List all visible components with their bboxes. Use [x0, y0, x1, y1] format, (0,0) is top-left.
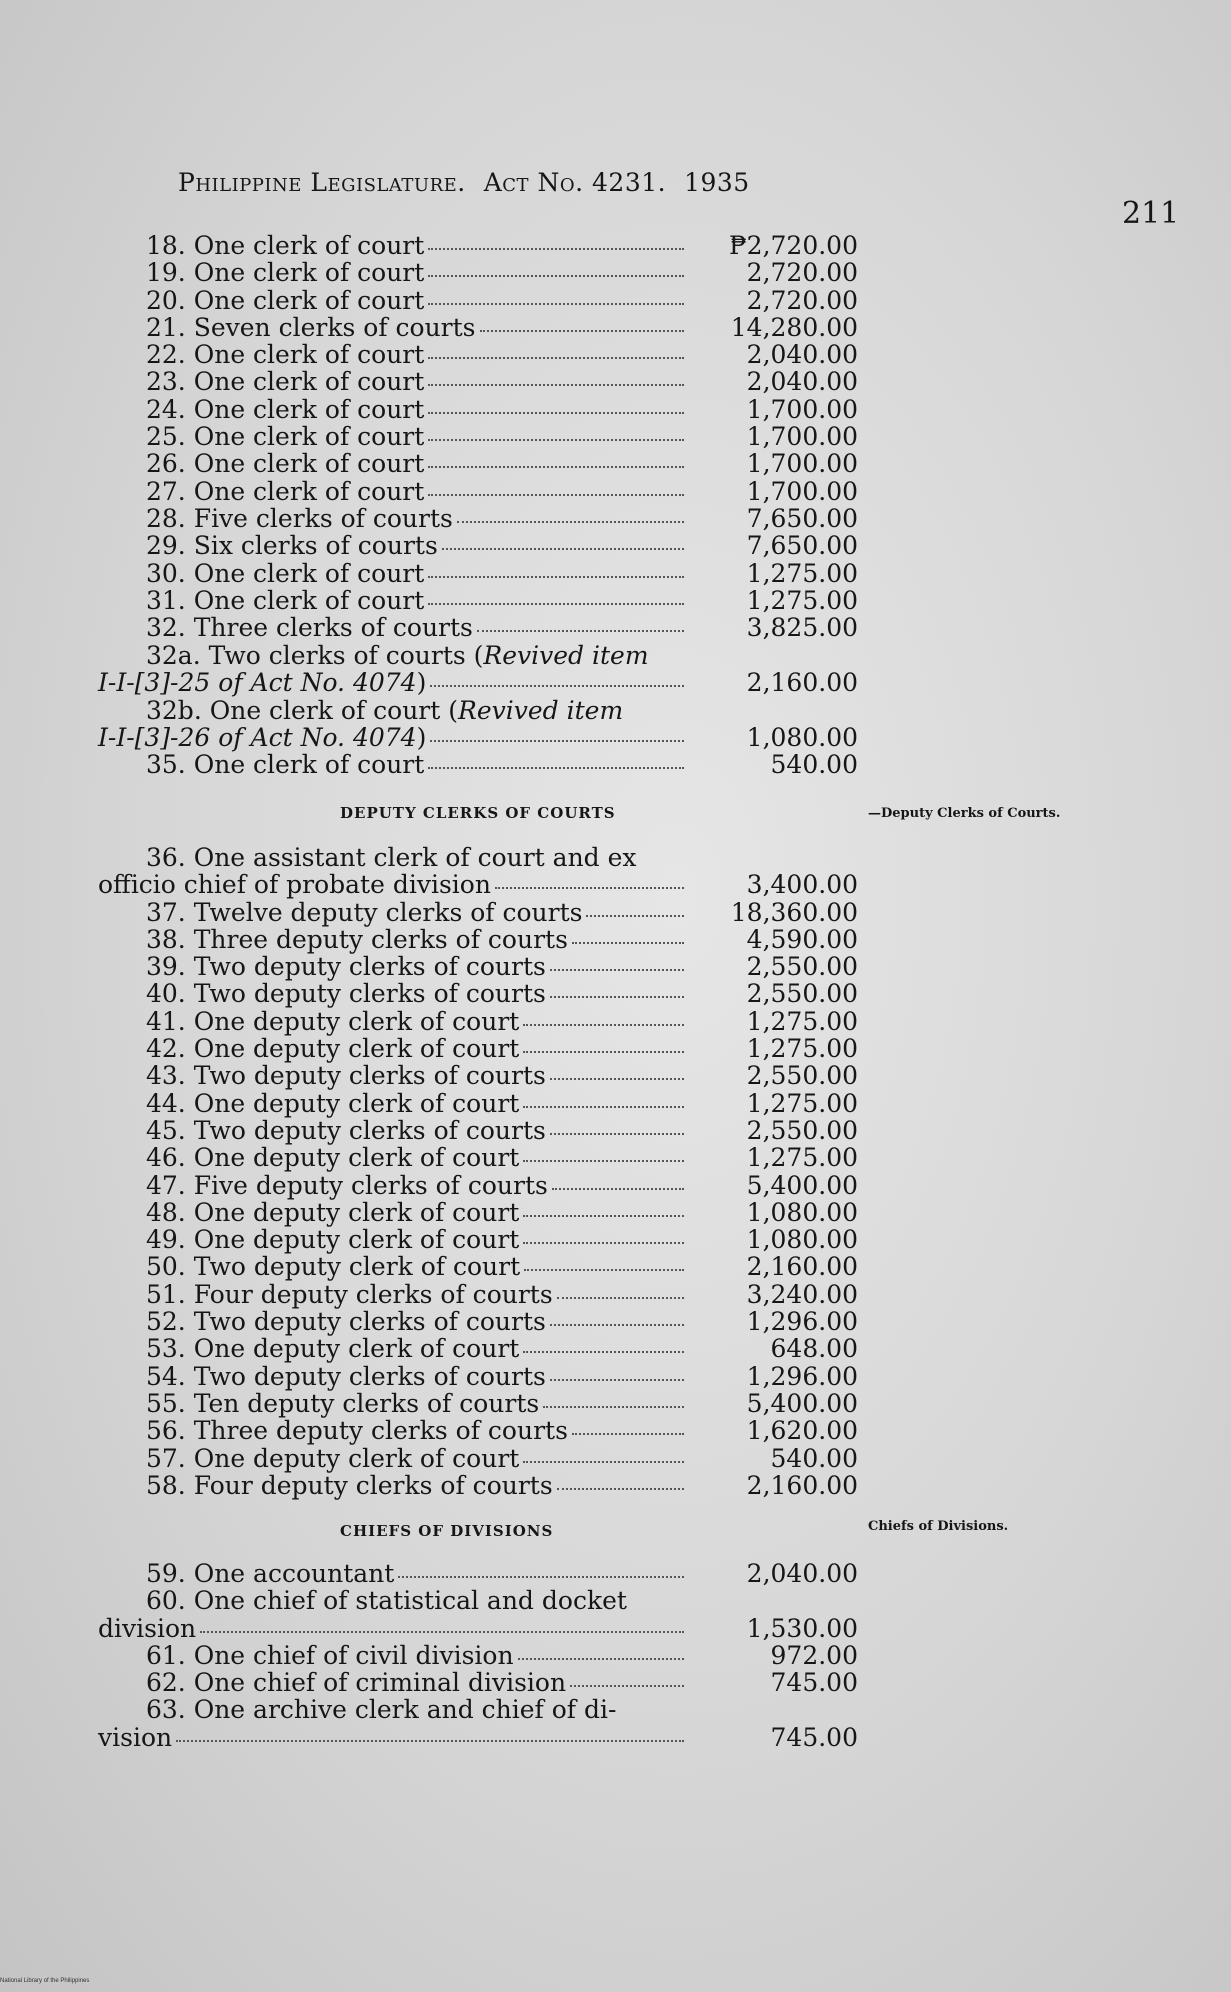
amount: 648.00: [770, 1334, 858, 1364]
deputy-item: [98, 1144, 858, 1171]
item-number: 52.: [146, 1307, 186, 1337]
chief-item-60-line2: division 1,530.00: [98, 1613, 858, 1643]
amount: 540.00: [770, 750, 858, 780]
amount: 540.00: [770, 1443, 858, 1473]
deputy-item: [98, 1199, 858, 1226]
deputy-item: [98, 1253, 858, 1280]
revived-item-32b-line1: 32b. One clerk of court (Revived item: [146, 695, 624, 725]
amount: 2,550.00: [746, 1115, 858, 1145]
deputy-list: [98, 844, 858, 1499]
item-description: Three deputy clerks of courts: [193, 1416, 568, 1446]
dot-leader: [543, 1406, 684, 1408]
clerk-item: [98, 396, 858, 423]
clerk-item: [98, 423, 858, 450]
item-number: 28.: [146, 503, 186, 533]
item-description: One deputy clerk of court: [193, 1006, 520, 1036]
dot-leader: [428, 767, 684, 769]
item-description: Six clerks of courts: [193, 531, 438, 561]
deputy-item: [98, 1390, 858, 1417]
chiefs-margin-note: Chiefs of Divisions.: [868, 1519, 1009, 1534]
amount: 1,530.00: [746, 1613, 858, 1643]
item-description: One clerk of court: [193, 476, 425, 506]
item-number: 46.: [146, 1143, 186, 1173]
deputy-item: [98, 1226, 858, 1253]
item-number: 44.: [146, 1088, 186, 1118]
dot-leader: [480, 330, 684, 332]
deputy-item: [98, 1281, 858, 1308]
chief-item-62: 62. One chief of criminal division 745.00: [146, 1668, 858, 1698]
item-number: 58.: [146, 1470, 186, 1500]
amount: 1,700.00: [746, 449, 858, 479]
item-description: Three deputy clerks of courts: [193, 924, 568, 954]
dot-leader: [428, 466, 684, 468]
item-description: Two deputy clerks of courts: [193, 1115, 546, 1145]
amount: 972.00: [770, 1640, 858, 1670]
item-number: 42.: [146, 1034, 186, 1064]
amount: 14,280.00: [730, 312, 858, 342]
deputy-item: [98, 953, 858, 980]
amount: 2,040.00: [746, 340, 858, 370]
dot-leader: [572, 1433, 684, 1435]
item-description: One deputy clerk of court: [193, 1443, 520, 1473]
item-number: 19.: [146, 258, 186, 288]
item-number: 56.: [146, 1416, 186, 1446]
dot-leader: [570, 1685, 684, 1687]
amount: 3,400.00: [746, 870, 858, 900]
item-number: 55.: [146, 1388, 186, 1418]
item-number: 32.: [146, 613, 186, 643]
item-number: 39.: [146, 952, 186, 982]
dot-leader: [550, 1379, 684, 1381]
dot-leader: [550, 1133, 684, 1135]
item-description: Two deputy clerks of courts: [193, 1361, 546, 1391]
deputy-item: [98, 1363, 858, 1390]
dot-leader: [442, 548, 684, 550]
amount: 2,040.00: [746, 367, 858, 397]
dot-leader: [523, 1351, 684, 1353]
item-description: Four deputy clerks of courts: [193, 1470, 553, 1500]
item-number: 29.: [146, 531, 186, 561]
dot-leader: [430, 740, 684, 742]
item-description: One deputy clerk of court: [193, 1225, 520, 1255]
dot-leader: [428, 275, 684, 277]
amount: 2,160.00: [746, 1252, 858, 1282]
clerk-item: [98, 287, 858, 314]
item-description: One clerk of court: [193, 367, 425, 397]
amount: 2,550.00: [746, 979, 858, 1009]
dot-leader: [430, 685, 684, 687]
item-number: 43.: [146, 1061, 186, 1091]
dot-leader: [523, 1160, 684, 1162]
amount: ₱2,720.00: [729, 231, 858, 260]
page-number: 211: [1122, 196, 1180, 231]
item-number: 26.: [146, 449, 186, 479]
item-description: One clerk of court: [193, 231, 425, 260]
amount: 1,275.00: [746, 558, 858, 588]
chief-item-61: 61. One chief of civil division 972.00: [146, 1640, 858, 1670]
amount: 1,275.00: [746, 1006, 858, 1036]
dot-leader: [428, 412, 684, 414]
clerk-item: [98, 314, 858, 341]
amount: 1,296.00: [746, 1361, 858, 1391]
item-description: One deputy clerk of court: [193, 1088, 520, 1118]
dot-leader: [200, 1631, 684, 1633]
dot-leader: [428, 439, 684, 441]
amount: 1,275.00: [746, 1034, 858, 1064]
dot-leader: [428, 576, 684, 578]
clerk-item: [98, 259, 858, 286]
item-description: Two deputy clerks of courts: [193, 1307, 546, 1337]
dot-leader: [428, 494, 684, 496]
dot-leader: [524, 1269, 684, 1271]
deputy-item: [98, 926, 858, 953]
clerks-list: [98, 232, 858, 641]
dot-leader: [428, 384, 684, 386]
amount: 1,275.00: [746, 1143, 858, 1173]
amount: 2,160.00: [746, 668, 858, 698]
item-description: One clerk of court: [193, 422, 425, 452]
dot-leader: [550, 1324, 684, 1326]
item-description: One clerk of court: [193, 558, 425, 588]
clerk-item: [98, 560, 858, 587]
dot-leader: [586, 915, 684, 917]
revived-item-32a-line2: I-I-[3]-25 of Act No. 4074) 2,160.00: [98, 668, 858, 698]
dot-leader: [523, 1024, 684, 1026]
item-number: 27.: [146, 476, 186, 506]
amount: 2,550.00: [746, 1061, 858, 1091]
clerk-item: [98, 505, 858, 532]
amount: 2,720.00: [746, 258, 858, 288]
item-number: 40.: [146, 979, 186, 1009]
item-description: Three clerks of courts: [193, 613, 473, 643]
amount: 1,080.00: [746, 722, 858, 752]
item-number: 45.: [146, 1115, 186, 1145]
deputy-item: [98, 1117, 858, 1144]
revived-item-32a-line1: 32a. Two clerks of courts (Revived item: [146, 641, 649, 670]
dot-leader: [523, 1106, 684, 1108]
dot-leader: [523, 1461, 684, 1463]
item-description: One clerk of court: [193, 340, 425, 370]
clerk-item: [98, 587, 858, 614]
dot-leader: [557, 1297, 684, 1299]
item-number: 18.: [146, 231, 186, 260]
item-description: Seven clerks of courts: [193, 312, 476, 342]
item-description: Two deputy clerks of courts: [193, 979, 546, 1009]
item-number: 49.: [146, 1225, 186, 1255]
item-number: 30.: [146, 558, 186, 588]
revived-item-32b-line2: I-I-[3]-26 of Act No. 4074) 1,080.00: [98, 722, 858, 752]
item-number: 53.: [146, 1334, 186, 1364]
dot-leader: [457, 521, 684, 523]
dot-leader: [523, 1215, 684, 1217]
amount: 2,720.00: [746, 285, 858, 315]
item-number: 22.: [146, 340, 186, 370]
item-description: One clerk of court: [193, 449, 425, 479]
clerk-item: [98, 614, 858, 641]
amount: 745.00: [770, 1668, 858, 1698]
clerk-item: [98, 341, 858, 368]
chief-item-60-line1: 60. One chief of statistical and docket: [146, 1586, 627, 1616]
amount: 1,620.00: [746, 1416, 858, 1446]
amount: 3,240.00: [746, 1279, 858, 1309]
item-number: 57.: [146, 1443, 186, 1473]
item-description: Five deputy clerks of courts: [193, 1170, 548, 1200]
legislature-title: Philippine Legislature.: [178, 168, 466, 197]
item-description: One deputy clerk of court: [193, 1197, 520, 1227]
chief-item-59: 59. One accountant 2,040.00: [146, 1559, 858, 1588]
item-description: One clerk of court: [193, 394, 425, 424]
deputy-section-heading: DEPUTY CLERKS OF COURTS: [340, 804, 616, 822]
dot-leader: [523, 1242, 684, 1244]
item-number: 21.: [146, 312, 186, 342]
clerk-item: [98, 232, 858, 259]
item-description: Ten deputy clerks of courts: [193, 1388, 540, 1418]
amount: 7,650.00: [746, 531, 858, 561]
item-number: 51.: [146, 1279, 186, 1309]
dot-leader: [550, 996, 684, 998]
item-description: Two deputy clerks of courts: [193, 952, 546, 982]
item-number: 48.: [146, 1197, 186, 1227]
revived-items: [98, 642, 858, 778]
chief-item-63-line1: 63. One archive clerk and chief of di-: [146, 1695, 617, 1725]
running-header: [178, 168, 818, 197]
dot-leader: [428, 357, 684, 359]
amount: 4,590.00: [746, 924, 858, 954]
item-description: Two deputy clerks of courts: [193, 1061, 546, 1091]
item-number: 20.: [146, 285, 186, 315]
item-description: Four deputy clerks of courts: [193, 1279, 553, 1309]
dot-leader: [523, 1051, 684, 1053]
amount: 1,080.00: [746, 1197, 858, 1227]
deputy-item: [98, 1172, 858, 1199]
deputy-item: [98, 1090, 858, 1117]
dot-leader: [428, 303, 684, 305]
deputy-item: [98, 899, 858, 926]
dot-leader: [518, 1658, 684, 1660]
dot-leader: [550, 1078, 684, 1080]
item-description: Twelve deputy clerks of courts: [193, 897, 583, 927]
amount: 2,550.00: [746, 952, 858, 982]
amount: 18,360.00: [730, 897, 858, 927]
item-description: Two deputy clerk of court: [193, 1252, 521, 1282]
amount: 1,080.00: [746, 1225, 858, 1255]
dot-leader: [477, 630, 684, 632]
item-description: One deputy clerk of court: [193, 1334, 520, 1364]
dot-leader: [428, 248, 684, 250]
item-number: 50.: [146, 1252, 186, 1282]
deputy-margin-note: —Deputy Clerks of Courts.: [868, 806, 1061, 821]
chief-item-63-line2: vision 745.00: [98, 1722, 858, 1752]
dot-leader: [550, 969, 684, 971]
dot-leader: [572, 942, 684, 944]
amount: 1,275.00: [746, 585, 858, 615]
item-number: 23.: [146, 367, 186, 397]
item-number: 31.: [146, 585, 186, 615]
chiefs-list: [98, 1560, 858, 1751]
item-description: Five clerks of courts: [193, 503, 453, 533]
item-number: 25.: [146, 422, 186, 452]
amount: 7,650.00: [746, 503, 858, 533]
amount: 745.00: [770, 1722, 858, 1752]
amount: 5,400.00: [746, 1170, 858, 1200]
item-description: One clerk of court: [193, 285, 425, 315]
item-number: 41.: [146, 1006, 186, 1036]
amount: 1,700.00: [746, 476, 858, 506]
item-number: 37.: [146, 897, 186, 927]
item-number: 24.: [146, 394, 186, 424]
dot-leader: [398, 1576, 684, 1578]
deputy-item: [98, 1035, 858, 1062]
deputy-item: [98, 1008, 858, 1035]
deputy-item: [98, 1417, 858, 1444]
dot-leader: [552, 1188, 684, 1190]
dot-leader: [495, 887, 684, 889]
item-description: One deputy clerk of court: [193, 1143, 520, 1173]
amount: 2,040.00: [746, 1559, 858, 1588]
amount: 1,700.00: [746, 422, 858, 452]
amount: 2,160.00: [746, 1470, 858, 1500]
clerk-item: [98, 532, 858, 559]
amount: 3,825.00: [746, 613, 858, 643]
clerk-item: [98, 450, 858, 477]
item-description: One clerk of court: [193, 258, 425, 288]
deputy-item-36-line2: officio chief of probate division 3,400.00: [98, 870, 858, 900]
deputy-item-36-line1: 36. One assistant clerk of court and ex: [146, 843, 637, 872]
item-number: 54.: [146, 1361, 186, 1391]
archive-footer: National Library of the Philippines: [0, 1978, 90, 1984]
act-number: Act No. 4231.: [483, 168, 667, 197]
item-number: 38.: [146, 924, 186, 954]
dot-leader: [428, 603, 684, 605]
deputy-item: [98, 980, 858, 1007]
clerk-item: [98, 368, 858, 395]
item-description: One deputy clerk of court: [193, 1034, 520, 1064]
amount: 5,400.00: [746, 1388, 858, 1418]
item-description: One clerk of court: [193, 585, 425, 615]
deputy-item: [98, 1308, 858, 1335]
deputy-item: [98, 1062, 858, 1089]
dot-leader: [176, 1740, 684, 1742]
deputy-item: [98, 1445, 858, 1472]
deputy-item: [98, 1472, 858, 1499]
amount: 1,700.00: [746, 394, 858, 424]
amount: 1,275.00: [746, 1088, 858, 1118]
amount: 1,296.00: [746, 1307, 858, 1337]
clerk-item-35: 35. One clerk of court 540.00: [146, 750, 858, 780]
header-year: 1935: [684, 168, 750, 197]
dot-leader: [557, 1488, 684, 1490]
item-number: 47.: [146, 1170, 186, 1200]
chiefs-section-heading: CHIEFS OF DIVISIONS: [340, 1522, 554, 1540]
clerk-item: [98, 478, 858, 505]
deputy-item: [98, 1335, 858, 1362]
